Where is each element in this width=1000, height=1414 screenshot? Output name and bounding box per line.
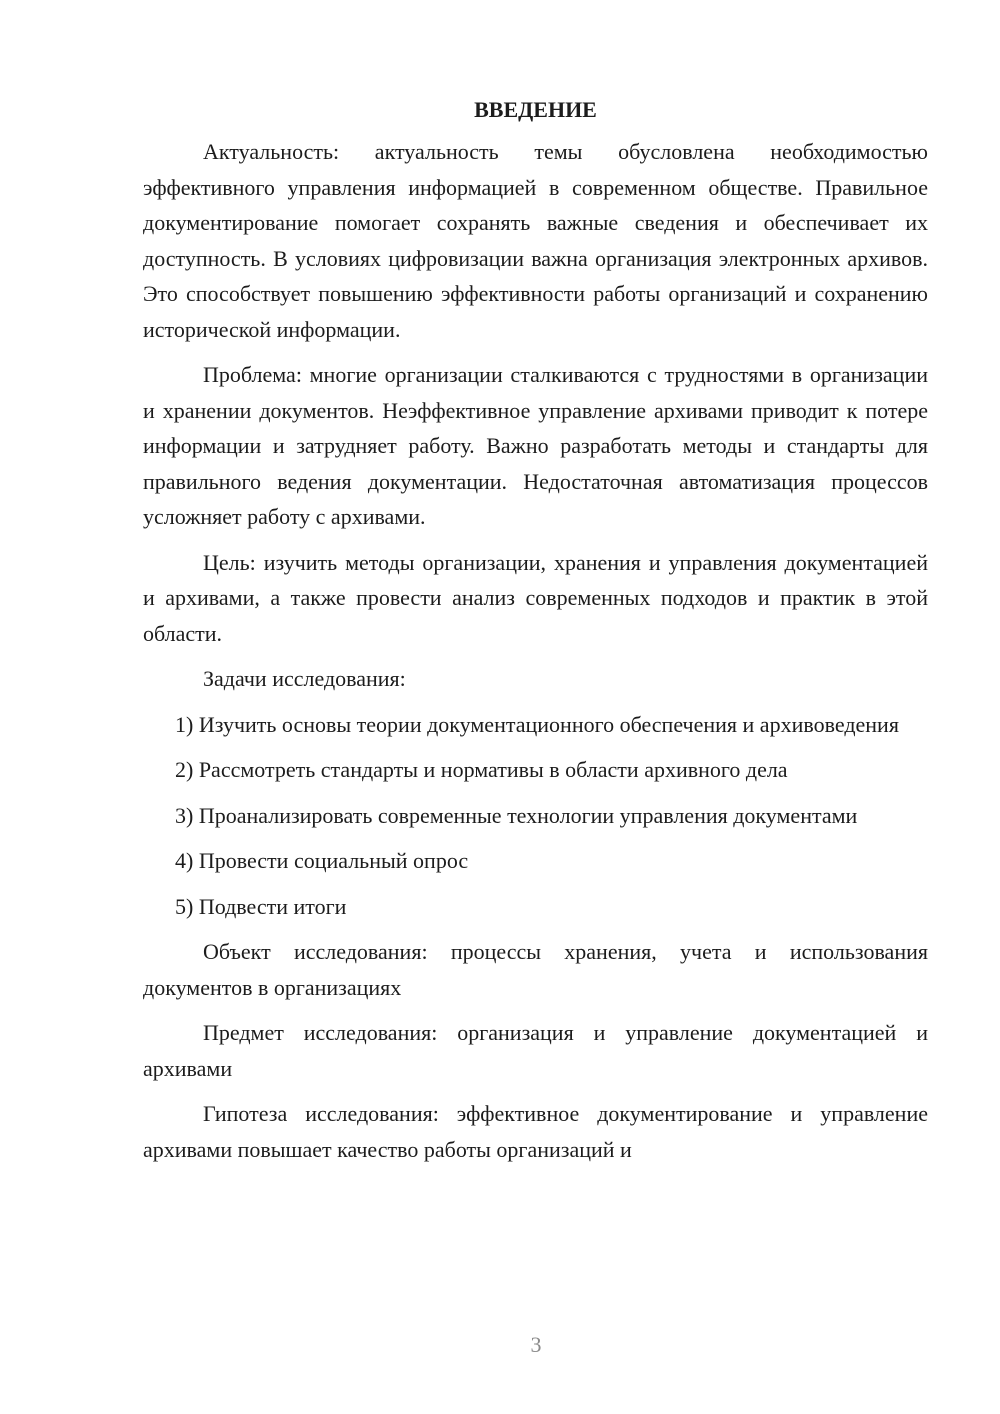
section-title: ВВЕДЕНИЕ bbox=[474, 97, 597, 122]
paragraph-hypothesis: Гипотеза исследования: эффективное документирование и управление архивами повышает качество работы организаций и bbox=[143, 1101, 928, 1162]
list-item-task-5: 5) Подвести итоги bbox=[175, 893, 347, 919]
paragraph-tasks-heading: Задачи исследования: bbox=[203, 666, 406, 691]
list-item-task-4: 4) Провести социальный опрос bbox=[175, 848, 469, 873]
paragraph-relevance: Актуальность: актуальность темы обусловлена необходимостью эффективного управления информацией в современном обществе. Правильное документирование помогает сохранять важные сведения и обеспечивает их доступность. В условиях цифровизации важна организация электронных архивов. Это способствует повышению эффективности работы организаций и сохранению исторической информации. bbox=[143, 139, 928, 342]
page-content bbox=[143, 96, 928, 1177]
paragraph-problem: Проблема: многие организации сталкиваются с трудностями в организации и хранении документов. Неэффективное управление архивами приводит к потере информации и затрудняет работу. Важно разработать методы и стандарты для правильного ведения документации. Недостаточная автоматизация процессов усложняет работу с архивами. bbox=[143, 362, 928, 529]
list-item-task-2: 2) Рассмотреть стандарты и нормативы в области архивного дела bbox=[175, 757, 788, 782]
page-number: 3 bbox=[530, 1332, 542, 1357]
paragraph-subject: Предмет исследования: организация и управление документацией и архивами bbox=[143, 1020, 928, 1081]
paragraph-goal: Цель: изучить методы организации, хранения и управления документацией и архивами, а также провести анализ современных подходов и практик в этой области. bbox=[143, 549, 928, 646]
paragraph-object: Объект исследования: процессы хранения, учета и использования документов в организациях bbox=[143, 939, 928, 1000]
list-item-task-3: 3) Проанализировать современные технологии управления документами bbox=[175, 802, 858, 828]
list-item-task-1: 1) Изучить основы теории документационного обеспечения и архивоведения bbox=[175, 711, 899, 737]
